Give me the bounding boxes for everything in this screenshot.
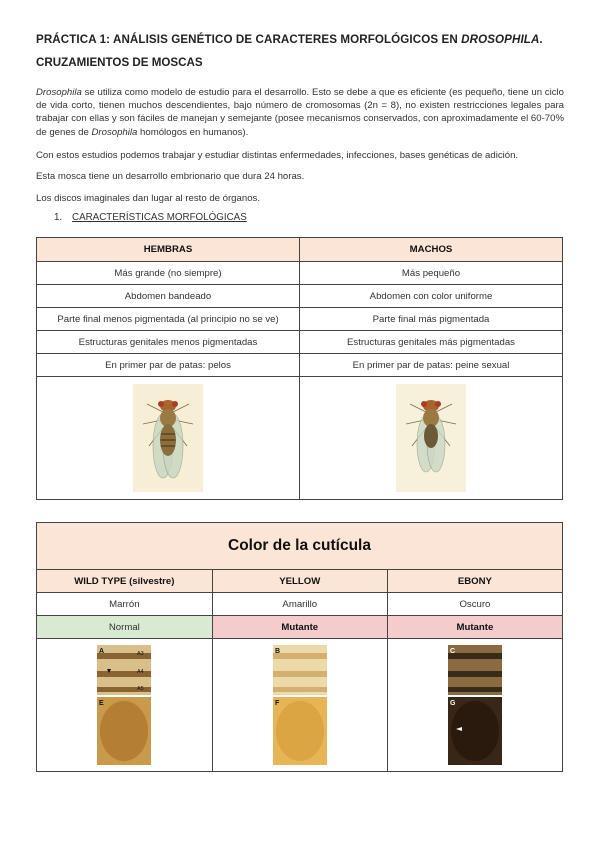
species-name: Drosophila <box>91 126 138 138</box>
section-label: CARACTERÍSTICAS MORFOLÓGICAS <box>72 212 247 223</box>
table-row <box>37 354 563 377</box>
table-cell: Abdomen con color uniforme <box>300 285 563 308</box>
section-heading <box>54 212 247 223</box>
female-fly-cell <box>37 377 300 500</box>
ebony-cuticle-cell <box>387 639 562 772</box>
morphology-table <box>36 237 563 500</box>
panel-label: A <box>99 648 105 655</box>
segment-label: A5 <box>137 686 145 692</box>
panel-label: E <box>99 700 104 707</box>
table-cell: Estructuras genitales más pigmentadas <box>300 331 563 354</box>
segment-label: A4 <box>137 669 145 675</box>
yellow-cuticle-image <box>273 645 327 765</box>
panel-label: C <box>449 648 455 655</box>
table-row <box>37 285 563 308</box>
table-cell: En primer par de patas: pelos <box>37 354 300 377</box>
header-ebony: EBONY <box>387 570 562 593</box>
title-species: DROSOPHILA <box>461 33 540 46</box>
table-cell: Parte final más pigmentada <box>300 308 563 331</box>
phenotype-normal-cell: Normal <box>37 616 213 639</box>
image-row <box>37 377 563 500</box>
cuticle-color-table <box>36 522 563 772</box>
imaginal-discs-paragraph: Los discos imaginales dan lugar al resto de órganos. <box>36 193 260 204</box>
panel-label: F <box>274 700 280 707</box>
table-header-row <box>37 238 563 262</box>
male-fly-cell <box>300 377 563 500</box>
phenotype-mutant-cell: Mutante <box>212 616 387 639</box>
yellow-cuticle-cell <box>212 639 387 772</box>
panel-label: G <box>449 700 456 707</box>
section-number: 1. <box>54 212 63 223</box>
header-yellow: YELLOW <box>212 570 387 593</box>
table-cell: Marrón <box>37 593 213 616</box>
title-text: PRÁCTICA 1: ANÁLISIS GENÉTICO DE CARACTERES MORFOLÓGICOS EN <box>36 33 462 46</box>
title-period: . <box>539 33 543 46</box>
table-row <box>37 308 563 331</box>
table-row <box>37 593 563 616</box>
male-fly-image <box>396 384 466 492</box>
table-cell: Parte final menos pigmentada (al principio no se ve) <box>37 308 300 331</box>
image-row <box>37 639 563 772</box>
table-header-row <box>37 570 563 593</box>
species-name: Drosophila <box>36 87 82 98</box>
female-fly-image <box>133 384 203 492</box>
table-cell: Abdomen bandeado <box>37 285 300 308</box>
page-subtitle: CRUZAMIENTOS DE MOSCAS <box>36 56 203 69</box>
wild-type-cuticle-cell <box>37 639 213 772</box>
header-females: HEMBRAS <box>37 238 300 262</box>
table-cell: En primer par de patas: peine sexual <box>300 354 563 377</box>
table-cell: Más grande (no siempre) <box>37 262 300 285</box>
wild-type-cuticle-image <box>97 645 151 765</box>
table-cell: Oscuro <box>387 593 562 616</box>
cuticle-table-title: Color de la cutícula <box>37 523 563 570</box>
phenotype-mutant-cell: Mutante <box>387 616 562 639</box>
table-row <box>37 331 563 354</box>
table-title-row <box>37 523 563 570</box>
header-males: MACHOS <box>300 238 563 262</box>
intro-paragraph <box>36 86 564 139</box>
ebony-cuticle-image <box>448 645 502 765</box>
intro-text-b: homólogos en humanos). <box>137 126 249 138</box>
segment-label: A3 <box>137 651 145 657</box>
intro-text-a: se utiliza como modelo de estudio para el desarrollo. Esto se debe a que es eficiente (es pequeño, tiene un ciclo de vida corto, tienen muchos descendientes, bajo número de cromosomas (2n = 8), no existen restricciones legales para trabajar con ellas y son fáciles de manejan y semejante (posee mecanismos conservados, con aproximadamente el 60-70% de genes de <box>36 87 564 138</box>
table-cell: Amarillo <box>212 593 387 616</box>
panel-label: B <box>274 648 280 655</box>
diseases-paragraph: Con estos estudios podemos trabajar y estudiar distintas enfermedades, infecciones, bases genéticas de adición. <box>36 150 519 161</box>
table-row <box>37 262 563 285</box>
table-cell: Más pequeño <box>300 262 563 285</box>
header-wild-type: WILD TYPE (silvestre) <box>37 570 213 593</box>
table-cell: Estructuras genitales menos pigmentadas <box>37 331 300 354</box>
page-title <box>36 33 543 46</box>
table-row <box>37 616 563 639</box>
embryo-paragraph: Esta mosca tiene un desarrollo embrionario que dura 24 horas. <box>36 171 305 182</box>
